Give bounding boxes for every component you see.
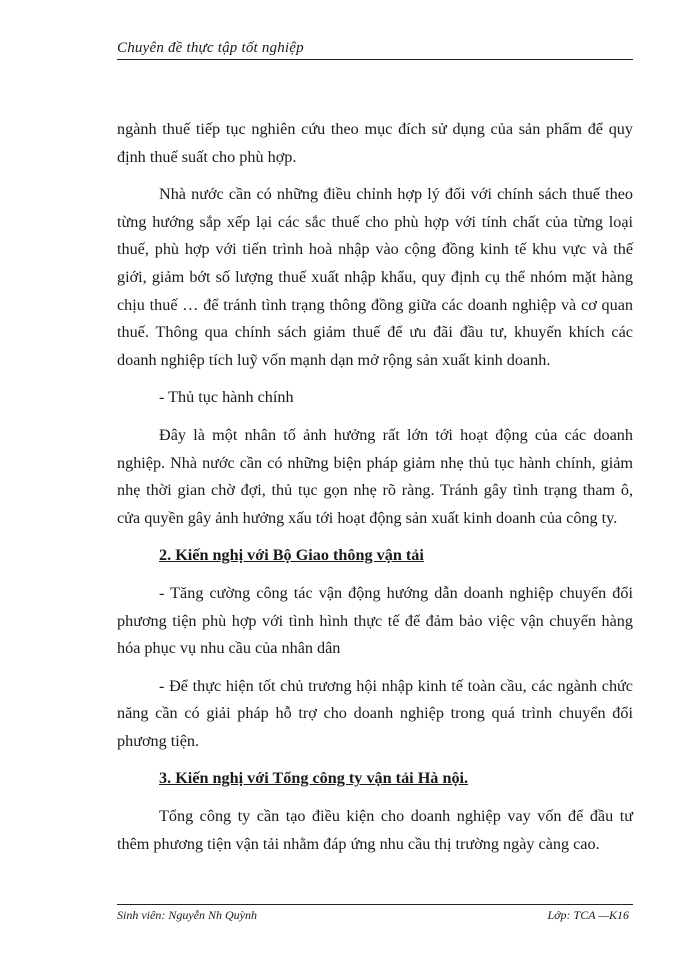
section-heading-2 xyxy=(117,542,633,570)
document-body xyxy=(117,116,633,868)
page-footer xyxy=(117,904,633,923)
paragraph-5: - Tăng cường công tác vận động hướng dẫn doanh nghiệp chuyển đổi phương tiện phù hợp với tình hình thực tế để đảm bảo việc vận chuyển hàng hóa phục vụ nhu cầu của nhân dân xyxy=(117,583,633,658)
footer-student: Sinh viên: Nguyễn Nh Quỳnh xyxy=(117,908,257,922)
section-heading-3 xyxy=(117,765,633,793)
footer-class: Lớp: TCA —K16 xyxy=(547,908,629,922)
paragraph-4: Đây là một nhân tố ảnh hưởng rất lớn tới hoạt động của các doanh nghiệp. Nhà nước cần có những biện pháp giảm nhẹ thủ tục hành chính, giảm nhẹ thời gian chờ đợi, thủ tục gọn nhẹ rõ ràng. Tránh gây tình trạng tham ô, cửa quyền gây ảnh hưởng xấu tới hoạt động sản xuất kinh doanh của công ty. xyxy=(117,425,633,527)
paragraph-6: - Để thực hiện tốt chủ trương hội nhập kinh tế toàn cầu, các ngành chức năng cần có giải pháp hỗ trợ cho doanh nghiệp trong quá trình chuyển đổi phương tiện. xyxy=(117,676,633,750)
paragraph-7: Tổng công ty cần tạo điều kiện cho doanh nghiệp vay vốn để đầu tư thêm phương tiện vận tải nhằm đáp ứng nhu cầu thị trường ngày càng cao. xyxy=(117,807,633,853)
section-heading-3-text: 3. Kiến nghị với Tổng công ty vận tải Hà nội. xyxy=(159,769,469,788)
header-title: Chuyên đề thực tập tốt nghiệp xyxy=(117,40,304,56)
page-header xyxy=(117,40,633,60)
paragraph-2: Nhà nước cần có những điều chỉnh hợp lý đối với chính sách thuế theo từng hướng sắp xếp lại các sắc thuế cho phù hợp với tính chất của từng loại thuế, phù hợp với tiến trình hoà nhập vào cộng đồng kinh tế khu vực và thế giới, giảm bớt số lượng thuế xuất nhập khẩu, quy định cụ thể nhóm mặt hàng chịu thuế … để tránh tình trạng thông đồng giữa các doanh nghiệp và cơ quan thuế. Thông qua chính sách giảm thuế để ưu đãi đầu tư, khuyến khích các doanh nghiệp tích luỹ vốn mạnh dạn mở rộng sản xuất kinh doanh. xyxy=(117,185,633,369)
section-heading-2-text: 2. Kiến nghị với Bộ Giao thông vận tải xyxy=(159,546,424,565)
paragraph-1: ngành thuế tiếp tục nghiên cứu theo mục đích sử dụng của sản phẩm để quy định thuế suất cho phù hợp. xyxy=(117,120,633,166)
paragraph-3: - Thủ tục hành chính xyxy=(159,388,294,407)
